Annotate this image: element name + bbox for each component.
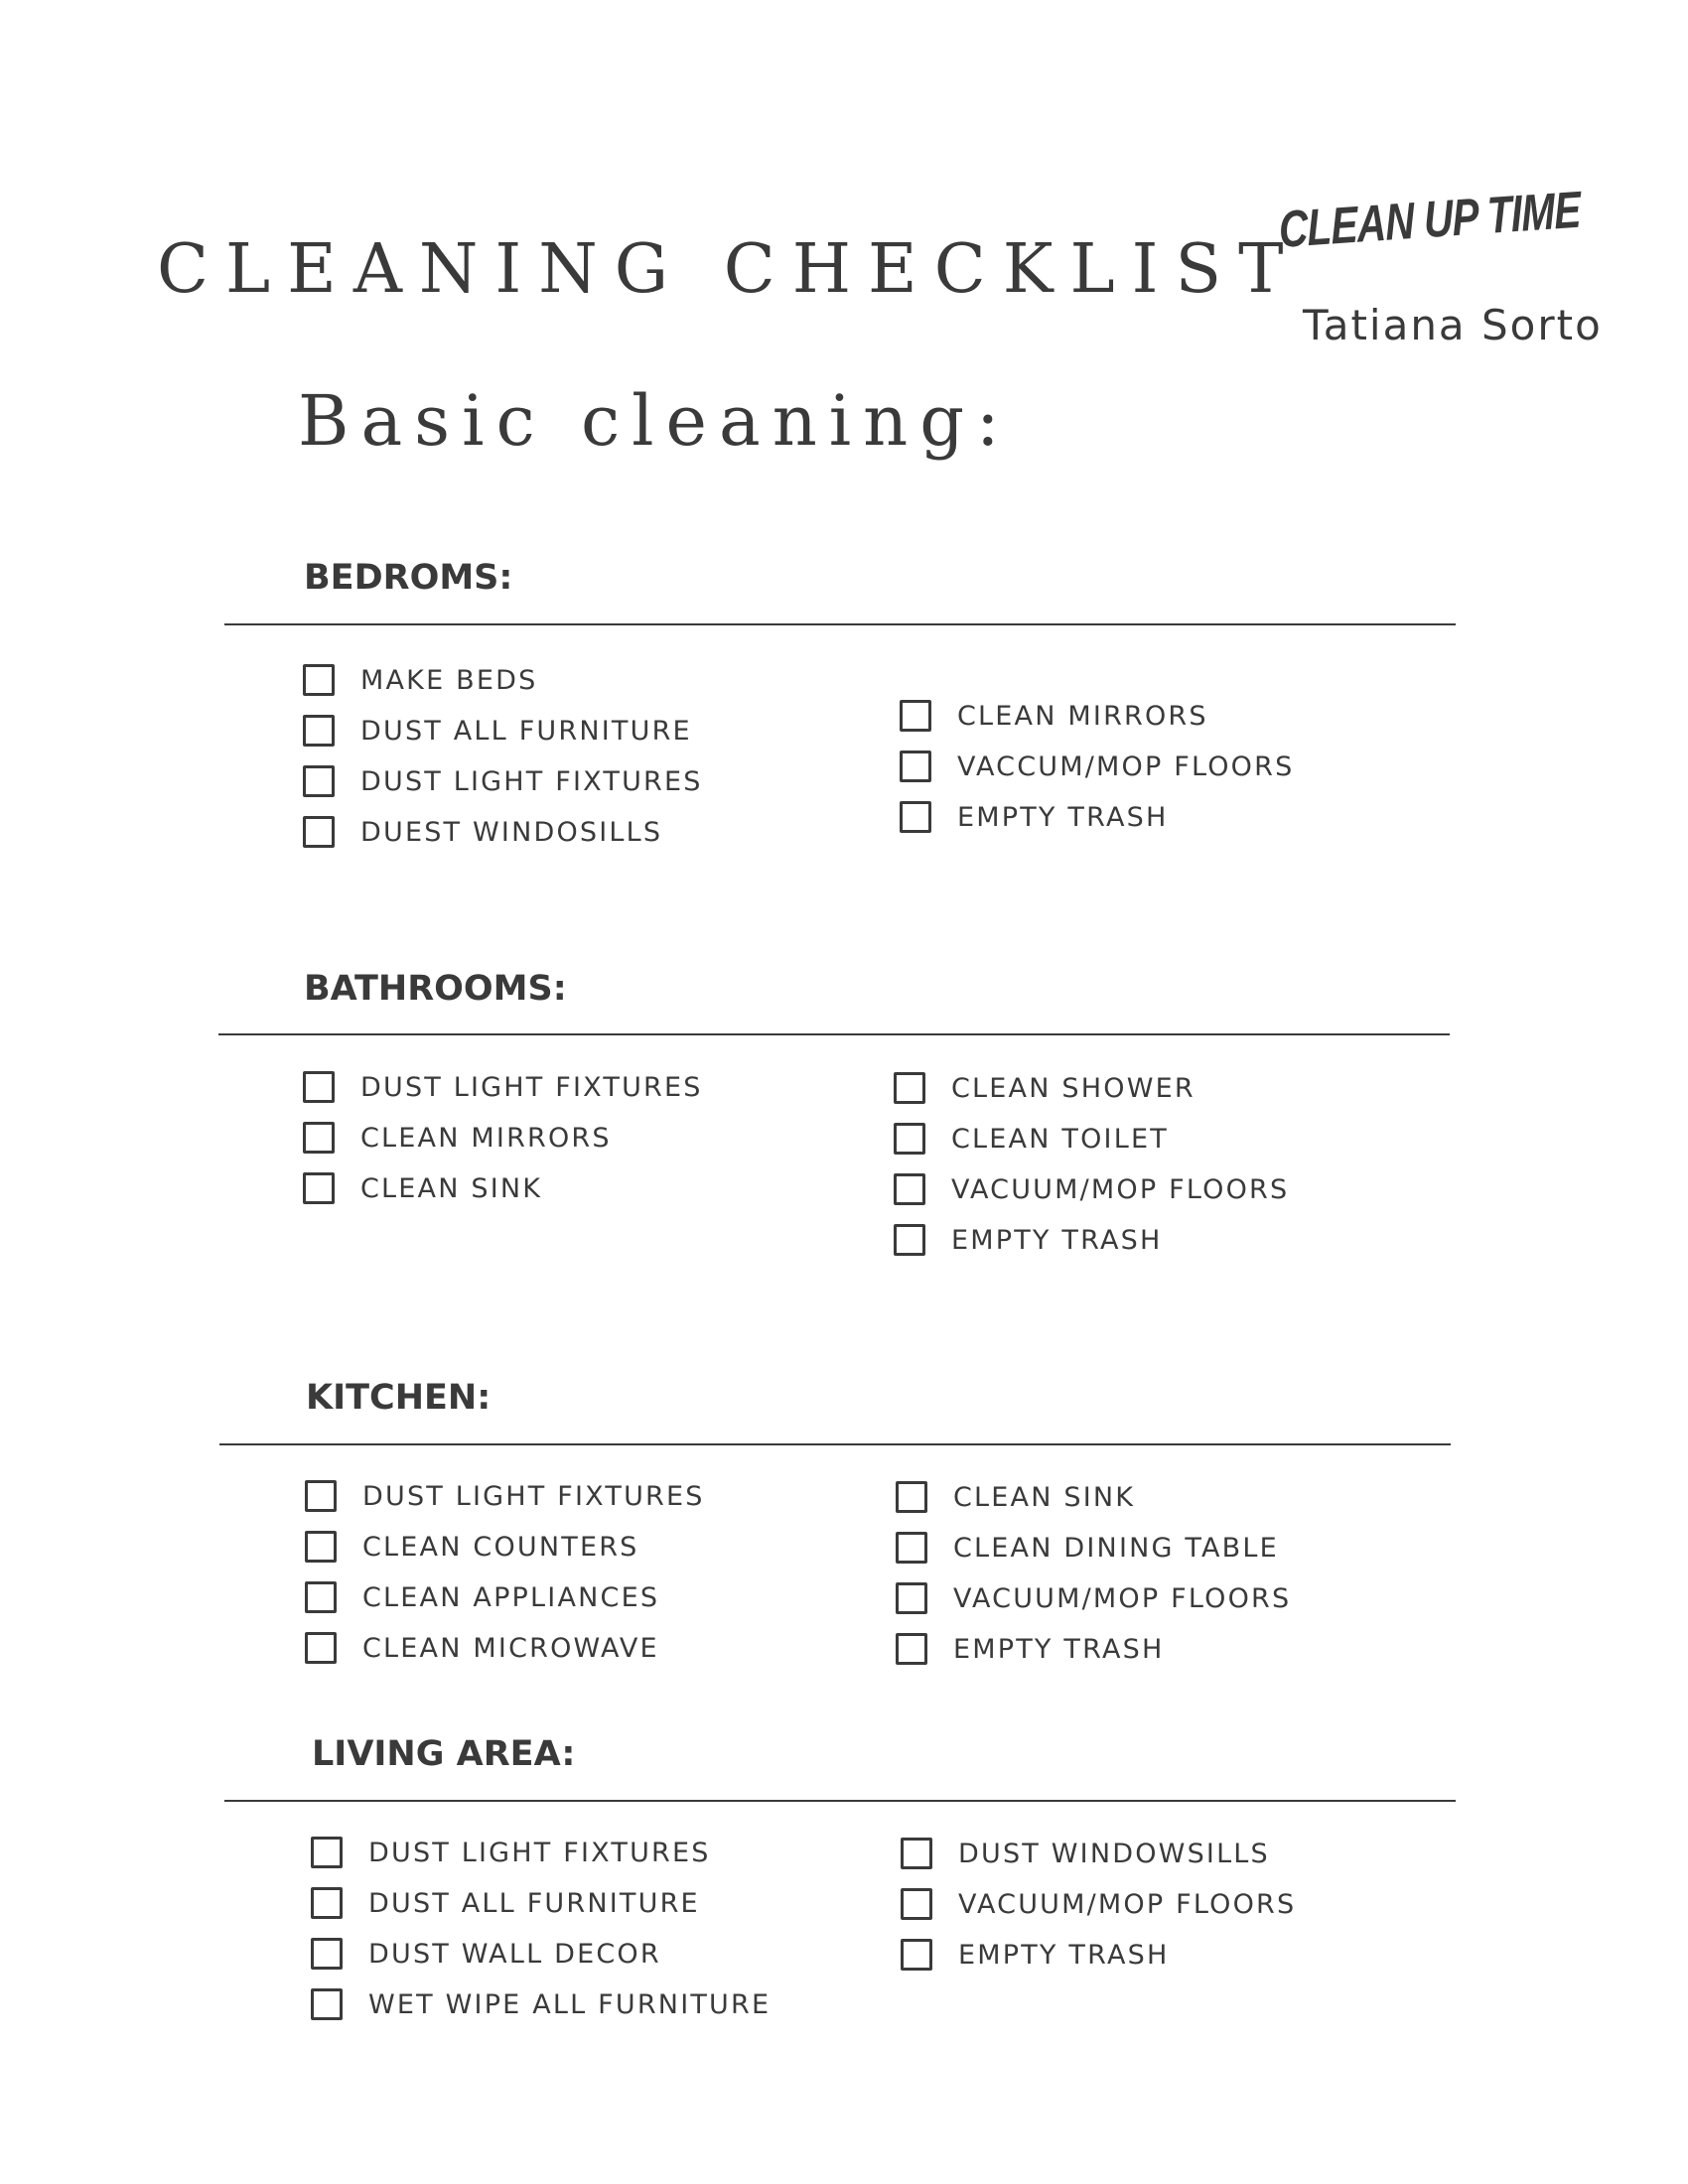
checkbox[interactable]	[896, 1481, 927, 1513]
checkbox[interactable]	[311, 1887, 343, 1919]
checkbox[interactable]	[901, 1888, 932, 1920]
checklist-item[interactable]: CLEAN COUNTERS	[305, 1522, 639, 1571]
checkbox[interactable]	[894, 1224, 925, 1256]
checklist-item[interactable]: CLEAN MIRRORS	[303, 1113, 612, 1162]
section-divider	[218, 1033, 1450, 1035]
checkbox[interactable]	[311, 1837, 343, 1868]
subtitle: Basic cleaning:	[298, 380, 1012, 462]
checkbox[interactable]	[305, 1581, 337, 1613]
checklist-item[interactable]: DUST LIGHT FIXTURES	[303, 1062, 703, 1112]
checklist-item[interactable]: CLEAN SINK	[303, 1163, 542, 1213]
checkbox[interactable]	[894, 1173, 925, 1205]
brand-logo: CLEAN UP TIME	[1277, 181, 1582, 259]
checklist-item[interactable]: DUST LIGHT FIXTURES	[303, 756, 703, 806]
checkbox[interactable]	[901, 1838, 932, 1869]
checkbox[interactable]	[896, 1633, 927, 1665]
checklist-item[interactable]: CLEAN SHOWER	[894, 1063, 1196, 1113]
checklist-item[interactable]: CLEAN SINK	[896, 1472, 1135, 1522]
section-divider	[219, 1443, 1451, 1445]
checklist-item[interactable]: EMPTY TRASH	[901, 1930, 1169, 1979]
checklist-item[interactable]: VACCUM/MOP FLOORS	[900, 742, 1294, 791]
checkbox[interactable]	[305, 1531, 337, 1563]
checkbox[interactable]	[894, 1072, 925, 1104]
checklist-item[interactable]: VACUUM/MOP FLOORS	[894, 1164, 1289, 1214]
checklist-item[interactable]: CLEAN TOILET	[894, 1114, 1169, 1163]
checkbox[interactable]	[303, 816, 335, 848]
checklist-item[interactable]: CLEAN MICROWAVE	[305, 1623, 659, 1673]
checkbox[interactable]	[303, 715, 335, 747]
checkbox[interactable]	[311, 1938, 343, 1970]
checklist-item[interactable]: CLEAN APPLIANCES	[305, 1572, 659, 1622]
section-heading: BATHROOMS:	[304, 969, 567, 1009]
checklist-item[interactable]: EMPTY TRASH	[900, 792, 1168, 842]
checkbox[interactable]	[900, 700, 931, 732]
checklist-item[interactable]: EMPTY TRASH	[896, 1624, 1164, 1674]
checkbox[interactable]	[303, 1071, 335, 1103]
checklist-item[interactable]: DUST LIGHT FIXTURES	[305, 1471, 705, 1521]
section-heading: KITCHEN:	[306, 1378, 492, 1418]
section-divider	[224, 623, 1456, 625]
checklist-item[interactable]: MAKE BEDS	[303, 655, 537, 705]
checkbox[interactable]	[303, 1172, 335, 1204]
checkbox[interactable]	[305, 1632, 337, 1664]
checkbox[interactable]	[896, 1582, 927, 1614]
section-divider	[224, 1800, 1456, 1802]
checklist-item[interactable]: CLEAN DINING TABLE	[896, 1523, 1279, 1572]
checklist-item[interactable]: DUST WINDOWSILLS	[901, 1829, 1270, 1878]
checklist-item[interactable]: DUST LIGHT FIXTURES	[311, 1828, 711, 1877]
checklist-item[interactable]: WET WIPE ALL FURNITURE	[311, 1979, 771, 2029]
checklist-item[interactable]: EMPTY TRASH	[894, 1215, 1162, 1265]
checklist-item[interactable]: DUST WALL DECOR	[311, 1929, 661, 1979]
checkbox[interactable]	[311, 1988, 343, 2020]
checkbox[interactable]	[900, 801, 931, 833]
checklist-item[interactable]: VACUUM/MOP FLOORS	[901, 1879, 1296, 1929]
checklist-item[interactable]: VACUUM/MOP FLOORS	[896, 1573, 1291, 1623]
checklist-item[interactable]: DUST ALL FURNITURE	[311, 1878, 700, 1928]
checkbox[interactable]	[303, 664, 335, 696]
checklist-item[interactable]: DUST ALL FURNITURE	[303, 706, 692, 755]
checkbox[interactable]	[896, 1532, 927, 1564]
checkbox[interactable]	[305, 1480, 337, 1512]
section-heading: LIVING AREA:	[312, 1734, 576, 1774]
checkbox[interactable]	[901, 1939, 932, 1971]
checklist-item[interactable]: DUEST WINDOSILLS	[303, 807, 662, 857]
page-title: CLEANING CHECKLIST	[157, 230, 1301, 309]
checkbox[interactable]	[303, 1122, 335, 1154]
checkbox[interactable]	[303, 765, 335, 797]
checkbox[interactable]	[900, 751, 931, 782]
author-name: Tatiana Sorto	[1303, 301, 1603, 349]
section-heading: BEDROMS:	[304, 558, 513, 598]
checklist-item[interactable]: CLEAN MIRRORS	[900, 691, 1208, 741]
checkbox[interactable]	[894, 1123, 925, 1155]
